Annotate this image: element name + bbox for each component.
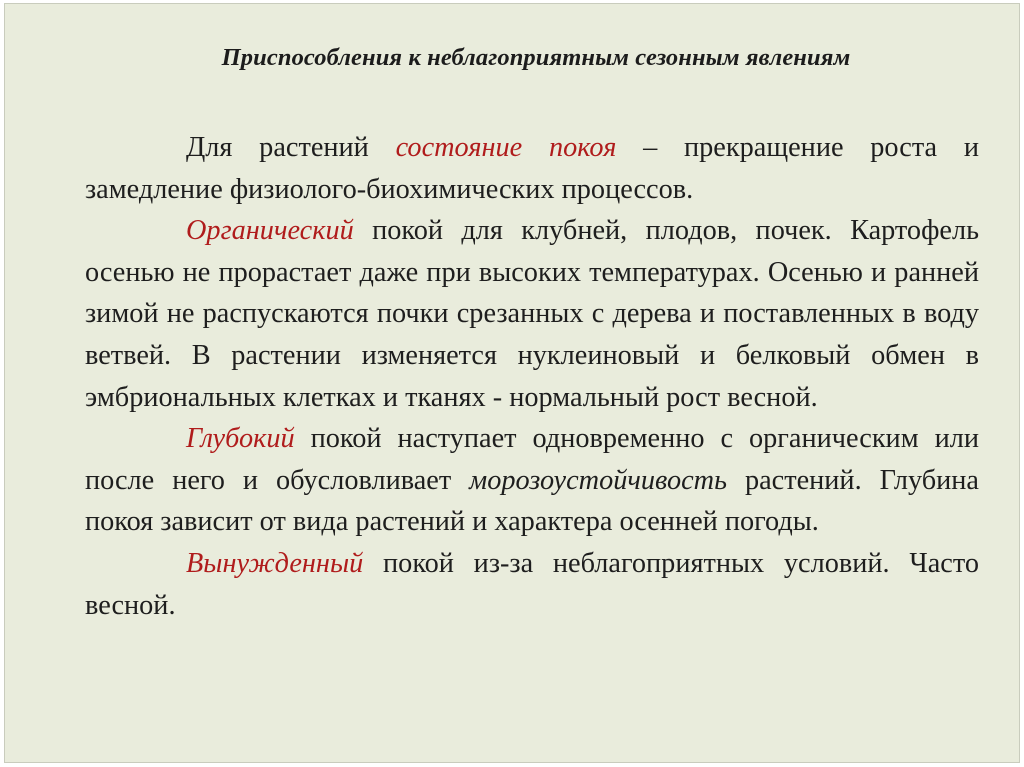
paragraph-text: растений. Глубина покоя зависит от вида растений и характера осенней погоды. [85, 464, 979, 538]
term-deep: Глубокий [186, 423, 295, 455]
paragraph-text: покой из-за неблагоприятных условий. Часто весной. [85, 547, 979, 621]
term-dormancy-state: состояние покоя [395, 132, 617, 163]
term-organic: Органический [186, 215, 354, 247]
paragraph-text: – прекращение роста и замедление физиолого-биохимических процессов. [85, 132, 979, 205]
paragraph-forced [85, 543, 979, 626]
body-text [85, 127, 979, 626]
emphasis-frost-resistance: морозоустойчивость [469, 464, 727, 496]
paragraph-text: покой для клубней, плодов, почек. Картофель осенью не прорастает даже при высоких температурах. Осенью и ранней зимой не распускаются почки срезанных с дерева и поставленных в воду ветвей. В растении изменяется нуклеиновый и белковый обмен в эмбриональных клетках и тканях - нормальный рост весной. [85, 215, 979, 413]
slide [4, 3, 1020, 763]
paragraph-organic [85, 210, 979, 418]
paragraph-text: покой наступает одновременно с органическим или после него и обусловливает [85, 423, 979, 496]
paragraph-deep [85, 418, 979, 543]
term-forced: Вынужденный [186, 547, 364, 579]
paragraph-dormancy [85, 127, 979, 210]
slide-title: Приспособления к неблагоприятным сезонным явлениям [221, 44, 851, 71]
paragraph-text: Для растений [186, 132, 396, 163]
